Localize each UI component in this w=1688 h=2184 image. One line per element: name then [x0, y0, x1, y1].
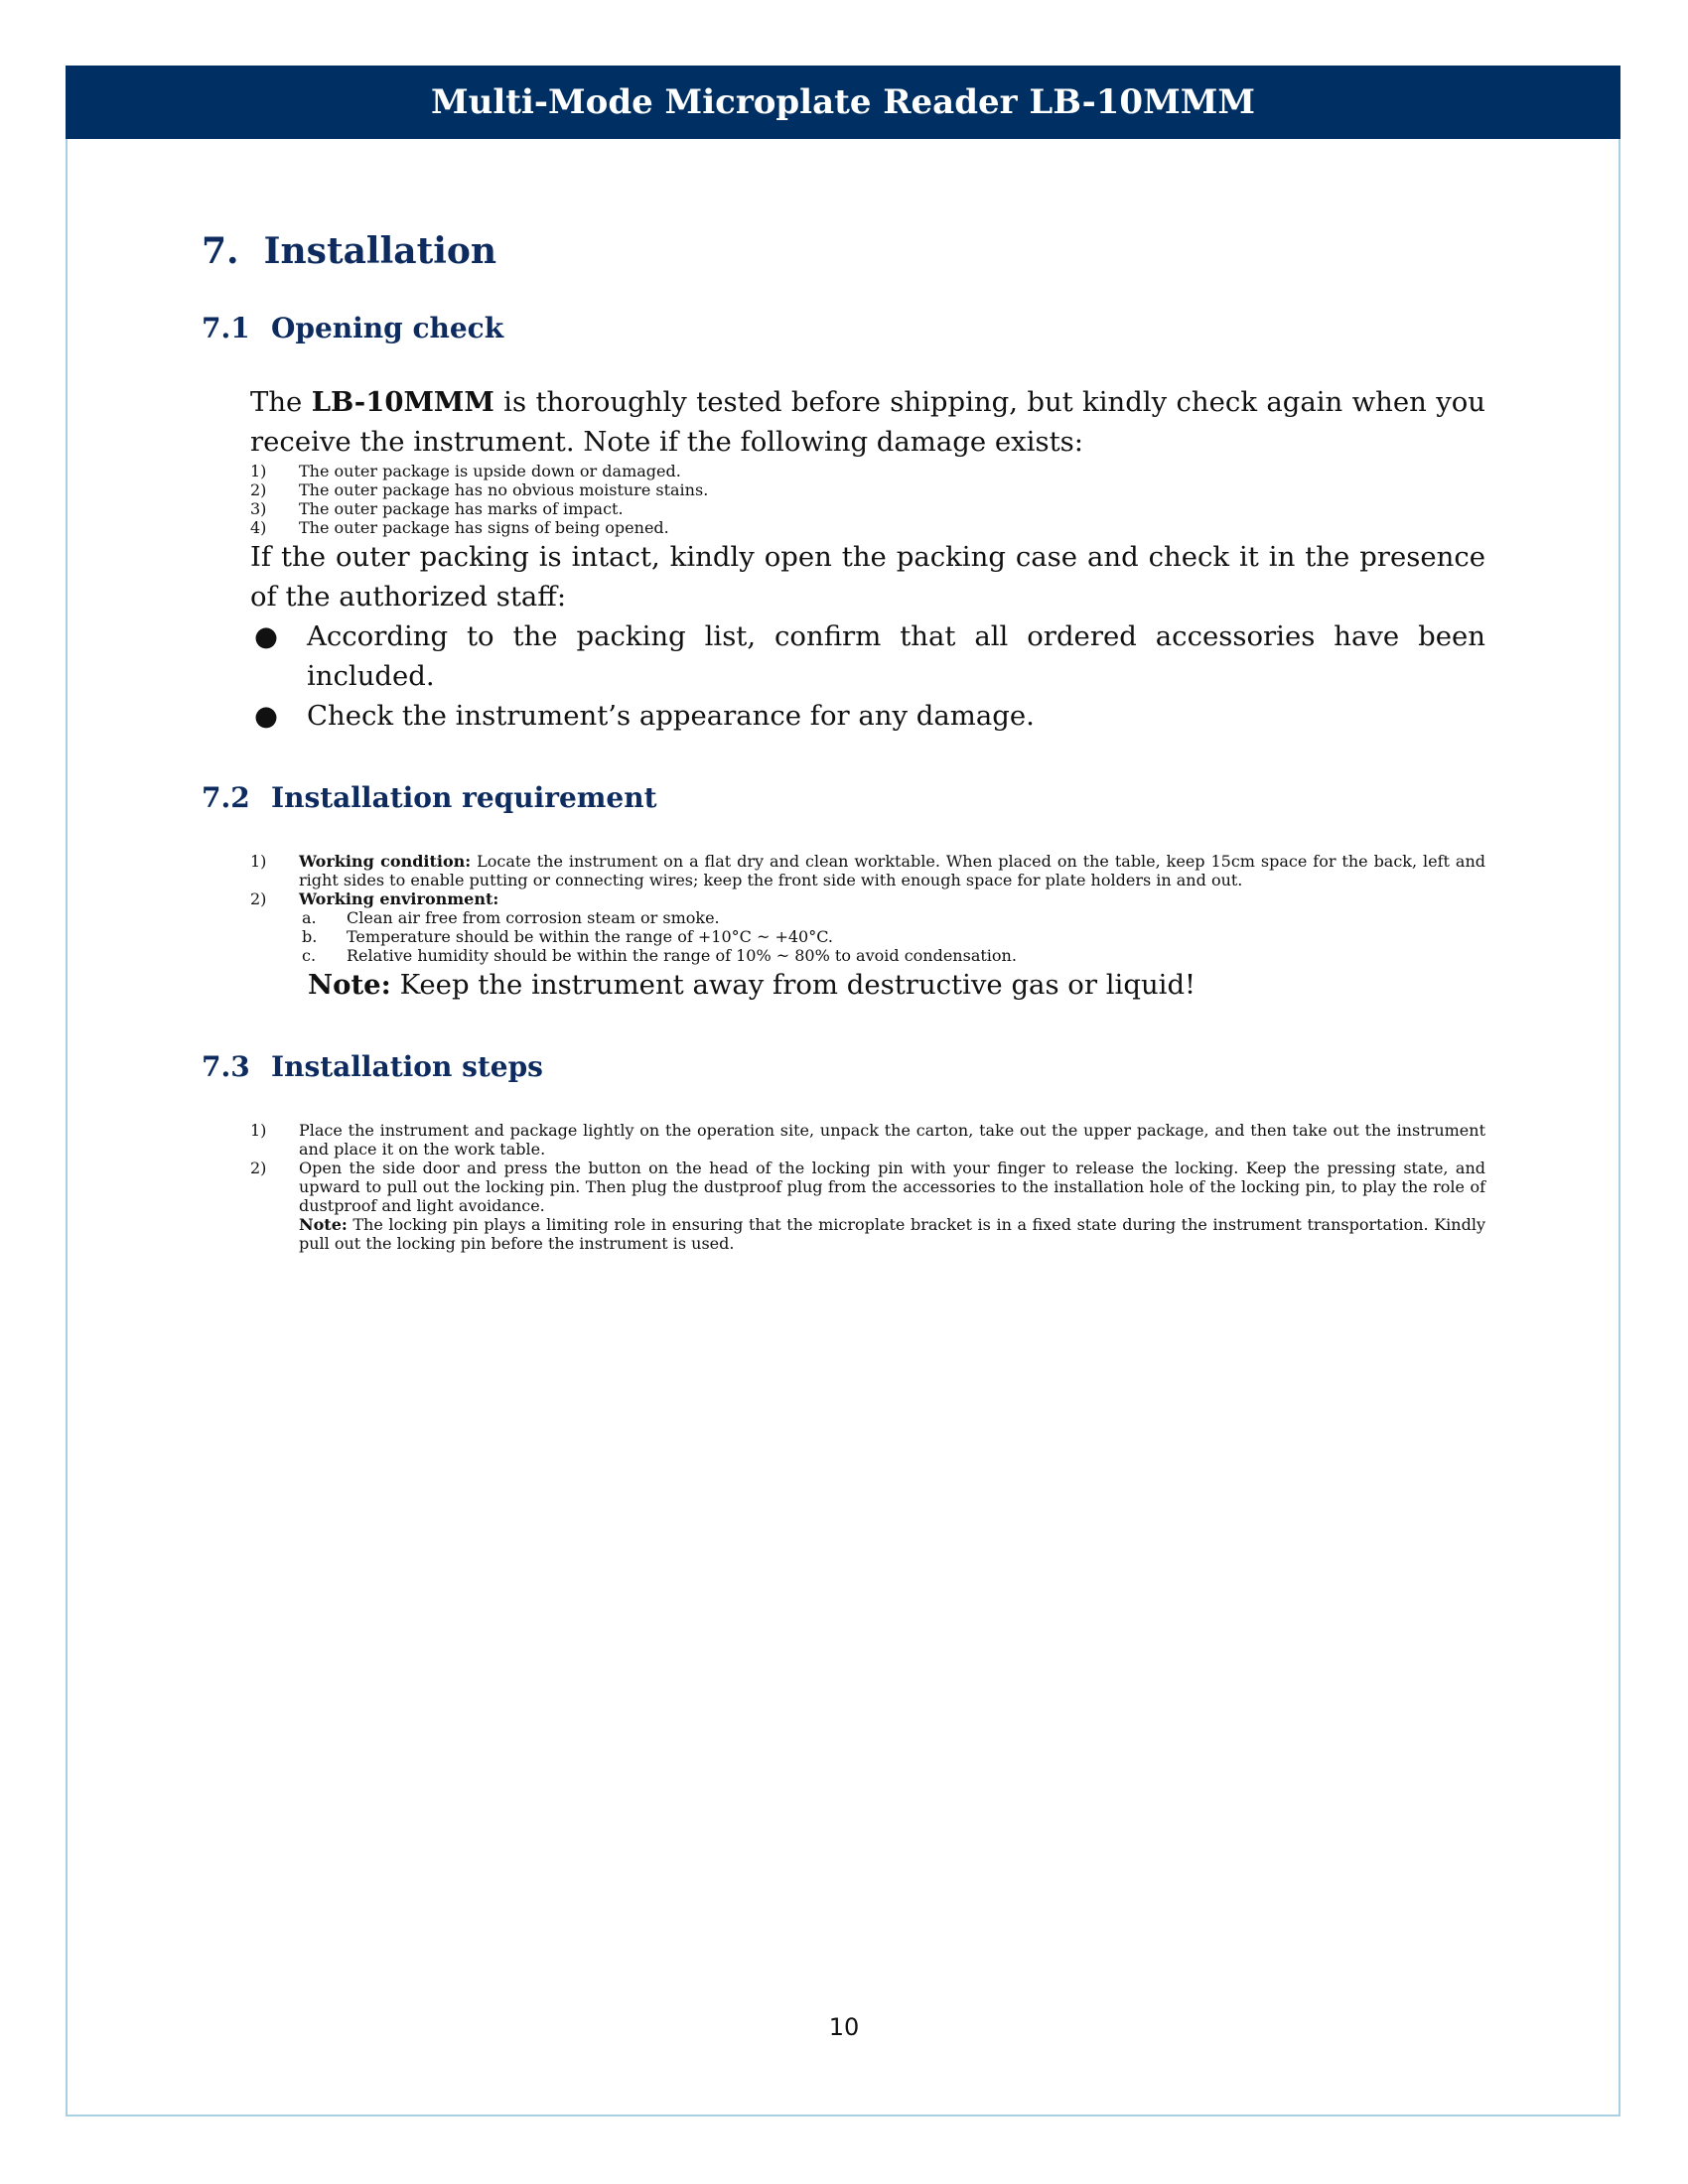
list-item — [250, 518, 1485, 537]
sub-item — [302, 927, 1485, 946]
list-item — [250, 462, 1485, 480]
bullet-icon: ● — [254, 620, 278, 652]
header-title: Multi-Mode Microplate Reader LB-10MMM — [431, 82, 1255, 122]
list-item — [250, 1121, 1485, 1159]
note-text: The locking pin plays a limiting role in ensuring that the microplate bracket is in a fixed state during the instrument transportation. Kindly pull out the locking pin before the instrument is used. — [299, 1215, 1485, 1253]
list-item — [250, 889, 1485, 908]
item-label: Working environment: — [299, 889, 499, 908]
section-heading-7-2 — [202, 781, 1492, 814]
section-heading-7-1 — [202, 312, 1492, 344]
chapter-heading — [202, 230, 1492, 272]
bullet-list — [250, 616, 1485, 736]
section-title: Installation requirement — [271, 781, 657, 814]
intro-paragraph — [250, 382, 1485, 462]
section-number: 7.1 — [202, 312, 250, 344]
list-item — [250, 1159, 1485, 1253]
item-number: 3) — [250, 499, 267, 518]
item-text: The outer package is upside down or damaged. — [299, 462, 681, 480]
item-number: 2) — [250, 480, 267, 499]
item-text: The outer package has signs of being opened. — [299, 518, 669, 537]
note-text: Keep the instrument away from destructive gas or liquid! — [390, 969, 1196, 1001]
sub-item-text: Clean air free from corrosion steam or smoke. — [347, 908, 720, 927]
main-content — [202, 230, 1492, 1253]
sub-item-text: Relative humidity should be within the range of 10% ~ 80% to avoid condensation. — [347, 946, 1017, 965]
section-heading-7-3 — [202, 1050, 1492, 1083]
section-number: 7.2 — [202, 781, 250, 814]
section-7-1-body — [250, 382, 1485, 736]
item-text: Place the instrument and package lightly on the operation site, unpack the carton, take out the upper package, and then take out the instrument and place it on the work table. — [299, 1121, 1485, 1159]
item-text: The outer package has no obvious moisture stains. — [299, 480, 709, 499]
list-item — [250, 499, 1485, 518]
item-number: 2) — [250, 1159, 267, 1177]
sub-item-text: Temperature should be within the range of +10°C ~ +40°C. — [347, 927, 833, 946]
header-banner — [66, 66, 1620, 139]
chapter-title: Installation — [263, 230, 497, 272]
after-paragraph: If the outer packing is intact, kindly open the packing case and check it in the presence of the authorized staff: — [250, 541, 1485, 613]
section-7-3-body — [250, 1121, 1485, 1253]
item-body: Open the side door and press the button on the head of the locking pin with your finger to release the locking. Keep the pressing state, and upward to pull out the locking pin. Then plug the dustproof plug from the accessories to the installation hole of the locking pin, to play the role of dustproof and light avoidance. — [299, 1159, 1485, 1215]
sub-item — [302, 946, 1485, 965]
bullet-item — [250, 696, 1485, 736]
sub-item-letter: a. — [302, 908, 317, 927]
note-label: Note: — [299, 1215, 348, 1234]
section-number: 7.3 — [202, 1050, 250, 1083]
sub-item — [302, 908, 1485, 927]
intro-text: is thoroughly tested before shipping, but kindly check again when you receive the instrument. Note if the following damage exists: — [250, 386, 1485, 458]
item-number: 1) — [250, 852, 267, 871]
item-number: 1) — [250, 1121, 267, 1140]
chapter-number: 7. — [202, 230, 239, 272]
list-item — [250, 480, 1485, 499]
bullet-icon: ● — [254, 700, 278, 732]
section-7-2-body — [250, 852, 1485, 1005]
bullet-item — [250, 616, 1485, 696]
item-text — [299, 852, 1485, 889]
model-name: LB-10MMM — [311, 386, 494, 418]
page-number: 10 — [828, 2013, 860, 2041]
item-number: 4) — [250, 518, 267, 537]
sub-item-letter: b. — [302, 927, 318, 946]
note-label: Note: — [308, 969, 391, 1001]
item-body: Locate the instrument on a flat dry and clean worktable. When placed on the table, keep 15cm space for the back, left and right sides to enable putting or connecting wires; keep the front side with enough space for plate holders in and out. — [299, 852, 1485, 889]
item-text: The outer package has marks of impact. — [299, 499, 624, 518]
sub-item-letter: c. — [302, 946, 317, 965]
item-number: 2) — [250, 889, 267, 908]
item-text — [299, 1159, 1485, 1253]
bullet-text: According to the packing list, confirm that all ordered accessories have been included. — [307, 620, 1485, 692]
note — [308, 965, 1485, 1005]
intro-text: The — [250, 386, 312, 418]
item-number: 1) — [250, 462, 267, 480]
bullet-text: Check the instrument’s appearance for any damage. — [307, 700, 1035, 732]
item-text — [299, 889, 1485, 908]
item-label: Working condition: — [299, 852, 472, 871]
section-title: Installation steps — [271, 1050, 543, 1083]
section-title: Opening check — [271, 312, 504, 344]
list-item — [250, 852, 1485, 889]
